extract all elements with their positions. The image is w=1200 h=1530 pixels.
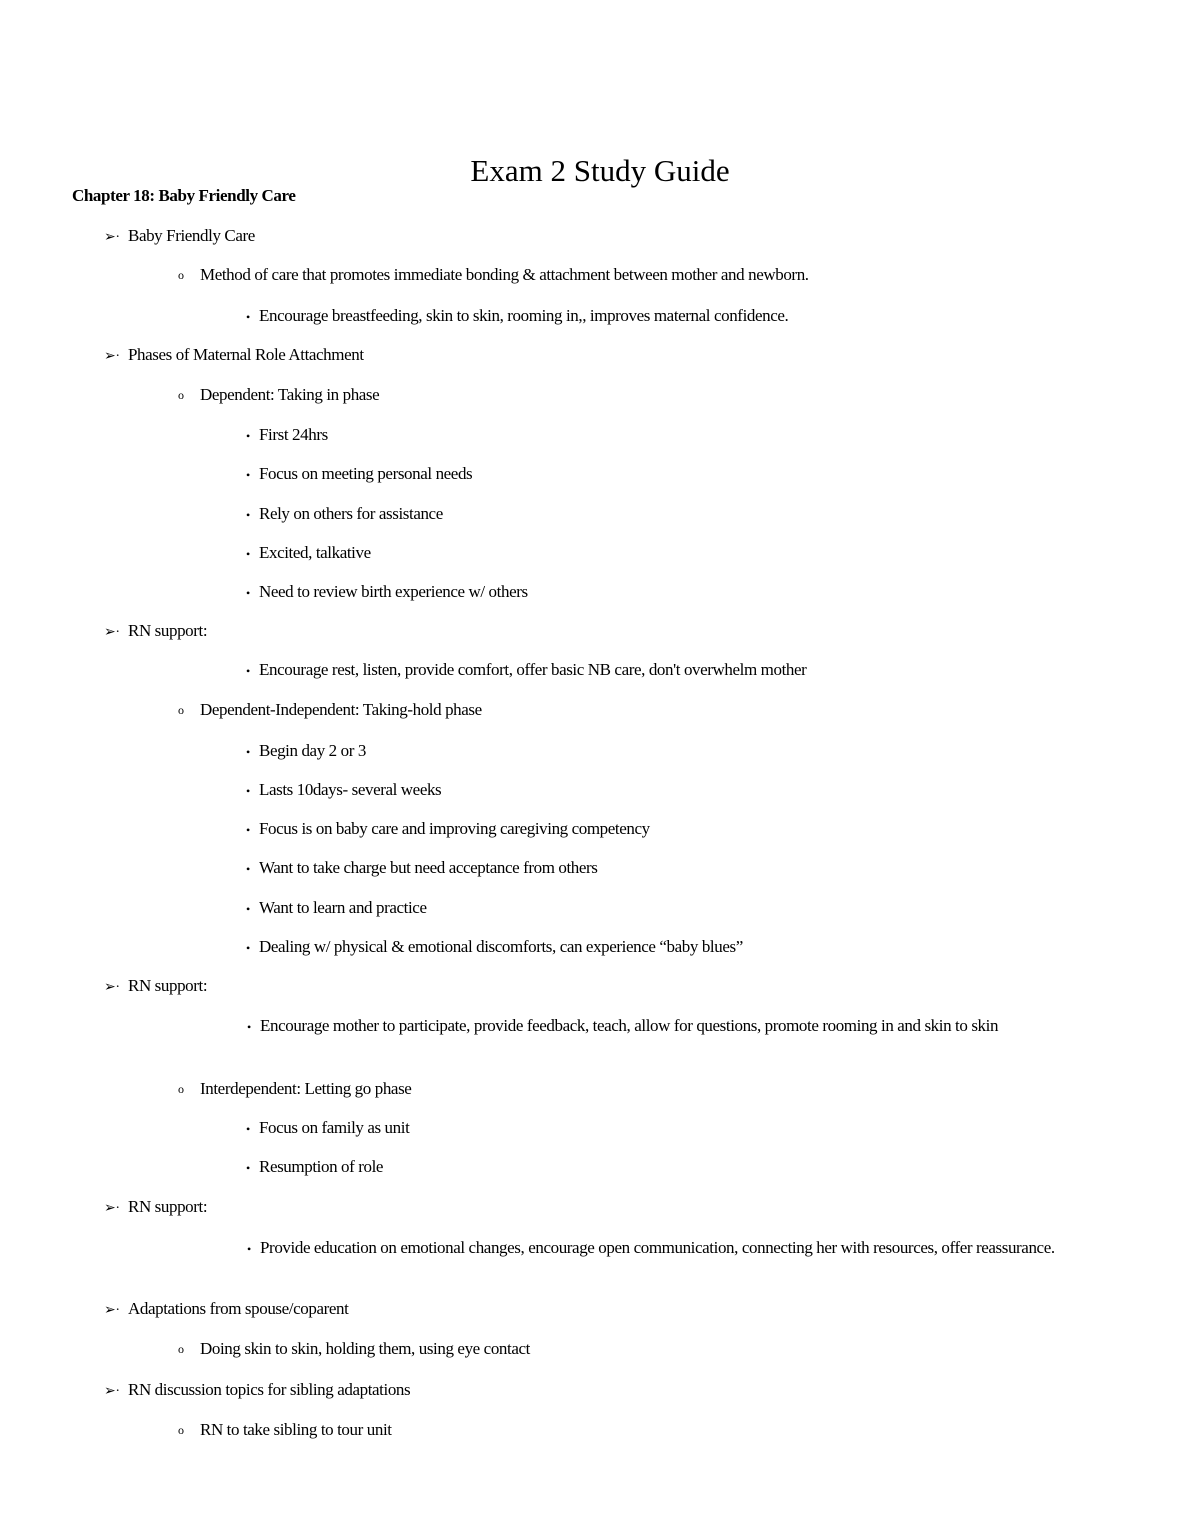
list-item bbox=[178, 1337, 530, 1362]
arrow-bullet-icon: ➢· bbox=[104, 349, 120, 364]
list-item-text: Encourage rest, listen, provide comfort, offer basic NB care, don't overwhelm mother bbox=[259, 660, 807, 679]
list-item-text: Need to review birth experience w/ others bbox=[259, 582, 528, 601]
list-item bbox=[246, 896, 427, 921]
list-item bbox=[246, 658, 806, 683]
list-item bbox=[246, 778, 441, 803]
list-item-text: Phases of Maternal Role Attachment bbox=[128, 345, 364, 364]
chapter-heading: Chapter 18: Baby Friendly Care bbox=[72, 186, 296, 205]
list-item-text: First 24hrs bbox=[259, 425, 328, 444]
dot-bullet-icon: • bbox=[246, 508, 250, 522]
dot-bullet-icon: • bbox=[246, 429, 250, 443]
list-item bbox=[246, 580, 528, 605]
arrow-bullet-icon: ➢· bbox=[104, 1201, 120, 1216]
list-item bbox=[178, 1418, 392, 1443]
arrow-bullet-icon: ➢· bbox=[104, 625, 120, 640]
list-item bbox=[104, 1297, 348, 1322]
dot-bullet-icon: • bbox=[246, 1161, 250, 1175]
list-item-text: Excited, talkative bbox=[259, 543, 371, 562]
dot-bullet-icon: • bbox=[247, 1242, 251, 1256]
list-item-text: Baby Friendly Care bbox=[128, 226, 255, 245]
dot-bullet-icon: • bbox=[246, 547, 250, 561]
list-item bbox=[178, 263, 809, 288]
list-item-text: Resumption of role bbox=[259, 1157, 384, 1176]
list-item-text: Focus on family as unit bbox=[259, 1118, 410, 1137]
list-item-text: Focus on meeting personal needs bbox=[259, 464, 473, 483]
dot-bullet-icon: • bbox=[246, 823, 250, 837]
list-item bbox=[246, 1155, 383, 1180]
list-item-text: RN to take sibling to tour unit bbox=[200, 1420, 392, 1439]
list-item bbox=[178, 1077, 411, 1102]
dot-bullet-icon: • bbox=[246, 586, 250, 600]
dot-bullet-icon: • bbox=[246, 1122, 250, 1136]
list-item bbox=[104, 619, 207, 644]
list-item-text: Doing skin to skin, holding them, using eye contact bbox=[200, 1339, 530, 1358]
arrow-bullet-icon: ➢· bbox=[104, 230, 120, 245]
dot-bullet-icon: • bbox=[247, 1020, 251, 1034]
list-item bbox=[178, 698, 482, 723]
list-item-text: Adaptations from spouse/coparent bbox=[128, 1299, 349, 1318]
list-item bbox=[246, 856, 598, 881]
list-item bbox=[104, 1378, 410, 1403]
circle-bullet-icon: o bbox=[178, 1423, 184, 1437]
list-item bbox=[246, 1116, 409, 1141]
list-item-text: Provide education on emotional changes, encourage open communication, connecting her with resources, offer reassurance. bbox=[260, 1238, 1055, 1257]
list-item bbox=[246, 462, 472, 487]
dot-bullet-icon: • bbox=[246, 941, 250, 955]
list-item bbox=[246, 541, 371, 566]
list-item-text: Focus is on baby care and improving caregiving competency bbox=[259, 819, 650, 838]
list-item-text: Rely on others for assistance bbox=[259, 504, 443, 523]
list-item bbox=[178, 383, 379, 408]
dot-bullet-icon: • bbox=[246, 664, 250, 678]
page-title: Exam 2 Study Guide bbox=[470, 152, 730, 188]
list-item bbox=[226, 1236, 1140, 1261]
list-item-text: Dependent-Independent: Taking-hold phase bbox=[200, 700, 482, 719]
dot-bullet-icon: • bbox=[246, 468, 250, 482]
circle-bullet-icon: o bbox=[178, 1342, 184, 1356]
list-item bbox=[104, 224, 255, 249]
circle-bullet-icon: o bbox=[178, 268, 184, 282]
list-item-text: Encourage mother to participate, provide feedback, teach, allow for questions, promote rooming in and skin to skin bbox=[260, 1016, 999, 1035]
circle-bullet-icon: o bbox=[178, 1082, 184, 1096]
list-item-text: Want to learn and practice bbox=[259, 898, 427, 917]
list-item-text: Begin day 2 or 3 bbox=[259, 741, 366, 760]
list-item-text: RN support: bbox=[128, 621, 208, 640]
list-item-text: Interdependent: Letting go phase bbox=[200, 1079, 412, 1098]
arrow-bullet-icon: ➢· bbox=[104, 1303, 120, 1318]
list-item bbox=[246, 304, 788, 329]
dot-bullet-icon: • bbox=[246, 862, 250, 876]
dot-bullet-icon: • bbox=[246, 902, 250, 916]
circle-bullet-icon: o bbox=[178, 388, 184, 402]
list-item bbox=[104, 343, 364, 368]
arrow-bullet-icon: ➢· bbox=[104, 1384, 120, 1399]
list-item bbox=[226, 1014, 1140, 1039]
list-item-text: RN discussion topics for sibling adaptations bbox=[128, 1380, 411, 1399]
list-item bbox=[246, 817, 650, 842]
arrow-bullet-icon: ➢· bbox=[104, 980, 120, 995]
list-item-text: RN support: bbox=[128, 976, 208, 995]
circle-bullet-icon: o bbox=[178, 703, 184, 717]
list-item bbox=[246, 423, 328, 448]
list-item-text: Method of care that promotes immediate bonding & attachment between mother and newborn. bbox=[200, 265, 809, 284]
list-item-text: RN support: bbox=[128, 1197, 208, 1216]
list-item-text: Dependent: Taking in phase bbox=[200, 385, 380, 404]
dot-bullet-icon: • bbox=[246, 310, 250, 324]
dot-bullet-icon: • bbox=[246, 784, 250, 798]
list-item bbox=[104, 1195, 207, 1220]
list-item bbox=[246, 935, 743, 960]
list-item-text: Dealing w/ physical & emotional discomforts, can experience “baby blues” bbox=[259, 937, 743, 956]
list-item-text: Want to take charge but need acceptance from others bbox=[259, 858, 598, 877]
list-item-text: Lasts 10days- several weeks bbox=[259, 780, 442, 799]
dot-bullet-icon: • bbox=[246, 745, 250, 759]
list-item bbox=[246, 739, 366, 764]
list-item bbox=[246, 502, 443, 527]
list-item bbox=[104, 974, 207, 999]
list-item-text: Encourage breastfeeding, skin to skin, rooming in,, improves maternal confidence. bbox=[259, 306, 789, 325]
